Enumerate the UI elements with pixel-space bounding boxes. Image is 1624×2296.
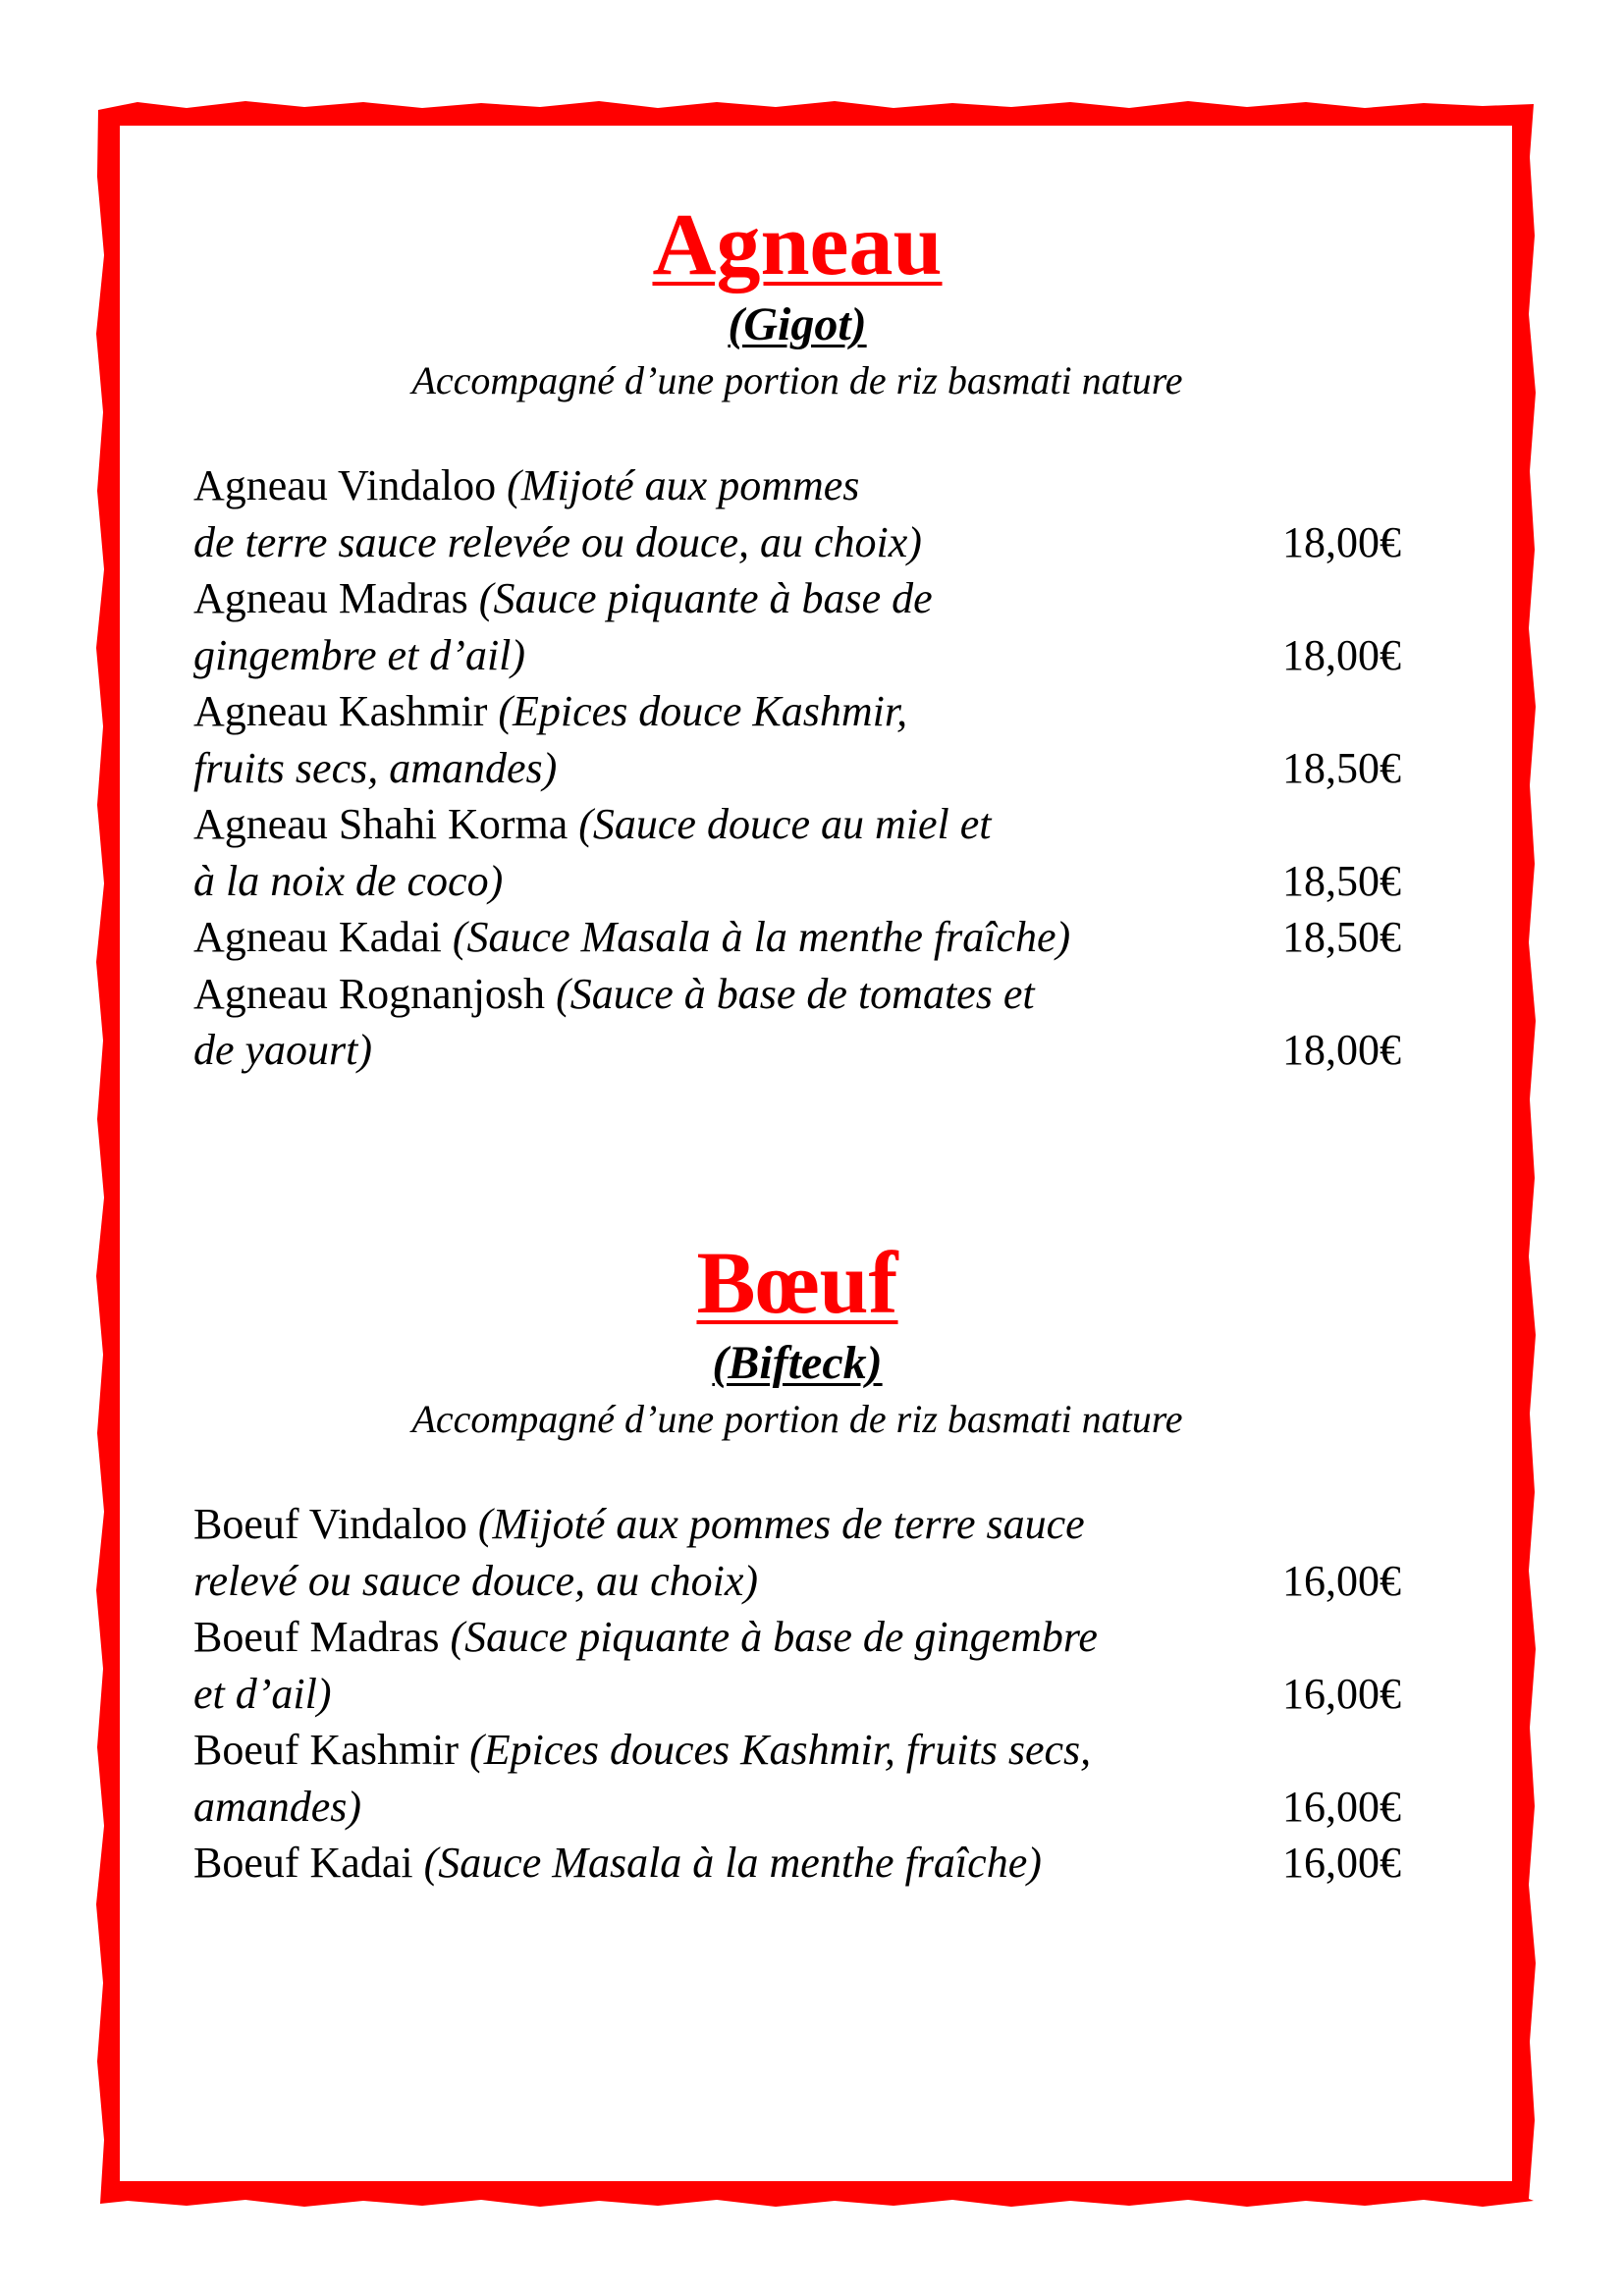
menu-item — [193, 570, 1401, 683]
menu-item-desc: à la noix de coco) — [193, 856, 504, 905]
menu-item-desc: de yaourt) — [193, 1026, 373, 1074]
menu-item-name: Agneau Kadai — [193, 913, 442, 961]
menu-item-desc: (Sauce Masala à la menthe fraîche) — [423, 1839, 1042, 1887]
menu-item-desc: de terre sauce relevée ou douce, au choix) — [193, 517, 922, 566]
menu-item-desc: gingembre et d’ail) — [193, 630, 526, 679]
menu-item-price: 18,00€ — [1282, 1026, 1401, 1074]
menu-item-name: Agneau Rognanjosh — [193, 969, 546, 1018]
menu-item-text — [193, 1609, 1098, 1722]
menu-item-price: 18,50€ — [1282, 856, 1401, 905]
menu-item-text — [193, 1722, 1091, 1835]
menu-item-desc: (Sauce à base de tomates et — [556, 969, 1035, 1018]
menu-item-list — [193, 1496, 1401, 1892]
menu-item-price: 16,00€ — [1282, 1669, 1401, 1718]
menu-item-desc: amandes) — [193, 1782, 362, 1831]
menu-item-desc: relevé ou sauce douce, au choix) — [193, 1556, 759, 1605]
menu-item-desc: (Mijoté aux pommes de terre sauce — [477, 1500, 1085, 1548]
menu-item — [193, 1496, 1401, 1609]
menu-item-price: 18,00€ — [1282, 517, 1401, 566]
menu-item-name: Agneau Kashmir — [193, 687, 488, 735]
section-title: Agneau — [652, 196, 943, 294]
menu-item-list — [193, 457, 1401, 1079]
menu-item-text — [193, 966, 1035, 1079]
menu-item-desc: (Sauce piquante à base de — [478, 574, 933, 622]
menu-item-price: 18,50€ — [1282, 913, 1401, 961]
menu-item-price: 16,00€ — [1282, 1556, 1401, 1605]
menu-item-name: Boeuf Kashmir — [193, 1726, 460, 1774]
menu-item — [193, 796, 1401, 909]
section-subtitle: (Bifteck) — [712, 1337, 883, 1389]
menu-item-price: 16,00€ — [1282, 1782, 1401, 1831]
section-subtitle: (Gigot) — [728, 298, 867, 350]
menu-item — [193, 683, 1401, 796]
menu-item-name: Agneau Madras — [193, 574, 468, 622]
menu-item-desc: (Epices douces Kashmir, fruits secs, — [469, 1726, 1092, 1774]
section-boeuf — [193, 1235, 1401, 1892]
menu-item-price: 18,00€ — [1282, 630, 1401, 679]
menu-item — [193, 909, 1401, 966]
section-note: Accompagné d’une portion de riz basmati nature — [411, 358, 1183, 402]
menu-item-text — [193, 1835, 1042, 1892]
menu-item — [193, 1609, 1401, 1722]
menu-item-name: Agneau Vindaloo — [193, 461, 497, 509]
menu-item-name: Boeuf Vindaloo — [193, 1500, 467, 1548]
section-note: Accompagné d’une portion de riz basmati nature — [411, 1397, 1183, 1441]
menu-item-text — [193, 1496, 1085, 1609]
menu-item-desc: et d’ail) — [193, 1669, 332, 1718]
section-title: Bœuf — [696, 1235, 898, 1332]
menu-item-name: Boeuf Madras — [193, 1613, 440, 1661]
menu-item — [193, 966, 1401, 1079]
menu-item — [193, 1835, 1401, 1892]
menu-item-desc: (Sauce piquante à base de gingembre — [450, 1613, 1098, 1661]
menu-item-price: 16,00€ — [1282, 1839, 1401, 1887]
menu-item-text — [193, 570, 933, 683]
menu-item — [193, 1722, 1401, 1835]
menu-item-text — [193, 683, 907, 796]
menu-item-desc: (Mijoté aux pommes — [507, 461, 860, 509]
menu-item-name: Agneau Shahi Korma — [193, 800, 568, 848]
menu-item-text — [193, 796, 992, 909]
section-agneau — [193, 196, 1401, 1079]
menu-item-desc: (Epices douce Kashmir, — [498, 687, 908, 735]
menu-item-text — [193, 457, 922, 570]
menu-item-desc: (Sauce Masala à la menthe fraîche) — [452, 913, 1071, 961]
menu-item-text — [193, 909, 1070, 966]
menu-item-desc: fruits secs, amandes) — [193, 743, 558, 792]
menu-item-desc: (Sauce douce au miel et — [578, 800, 992, 848]
menu-item — [193, 457, 1401, 570]
menu-item-name: Boeuf Kadai — [193, 1839, 413, 1887]
menu-item-price: 18,50€ — [1282, 743, 1401, 792]
